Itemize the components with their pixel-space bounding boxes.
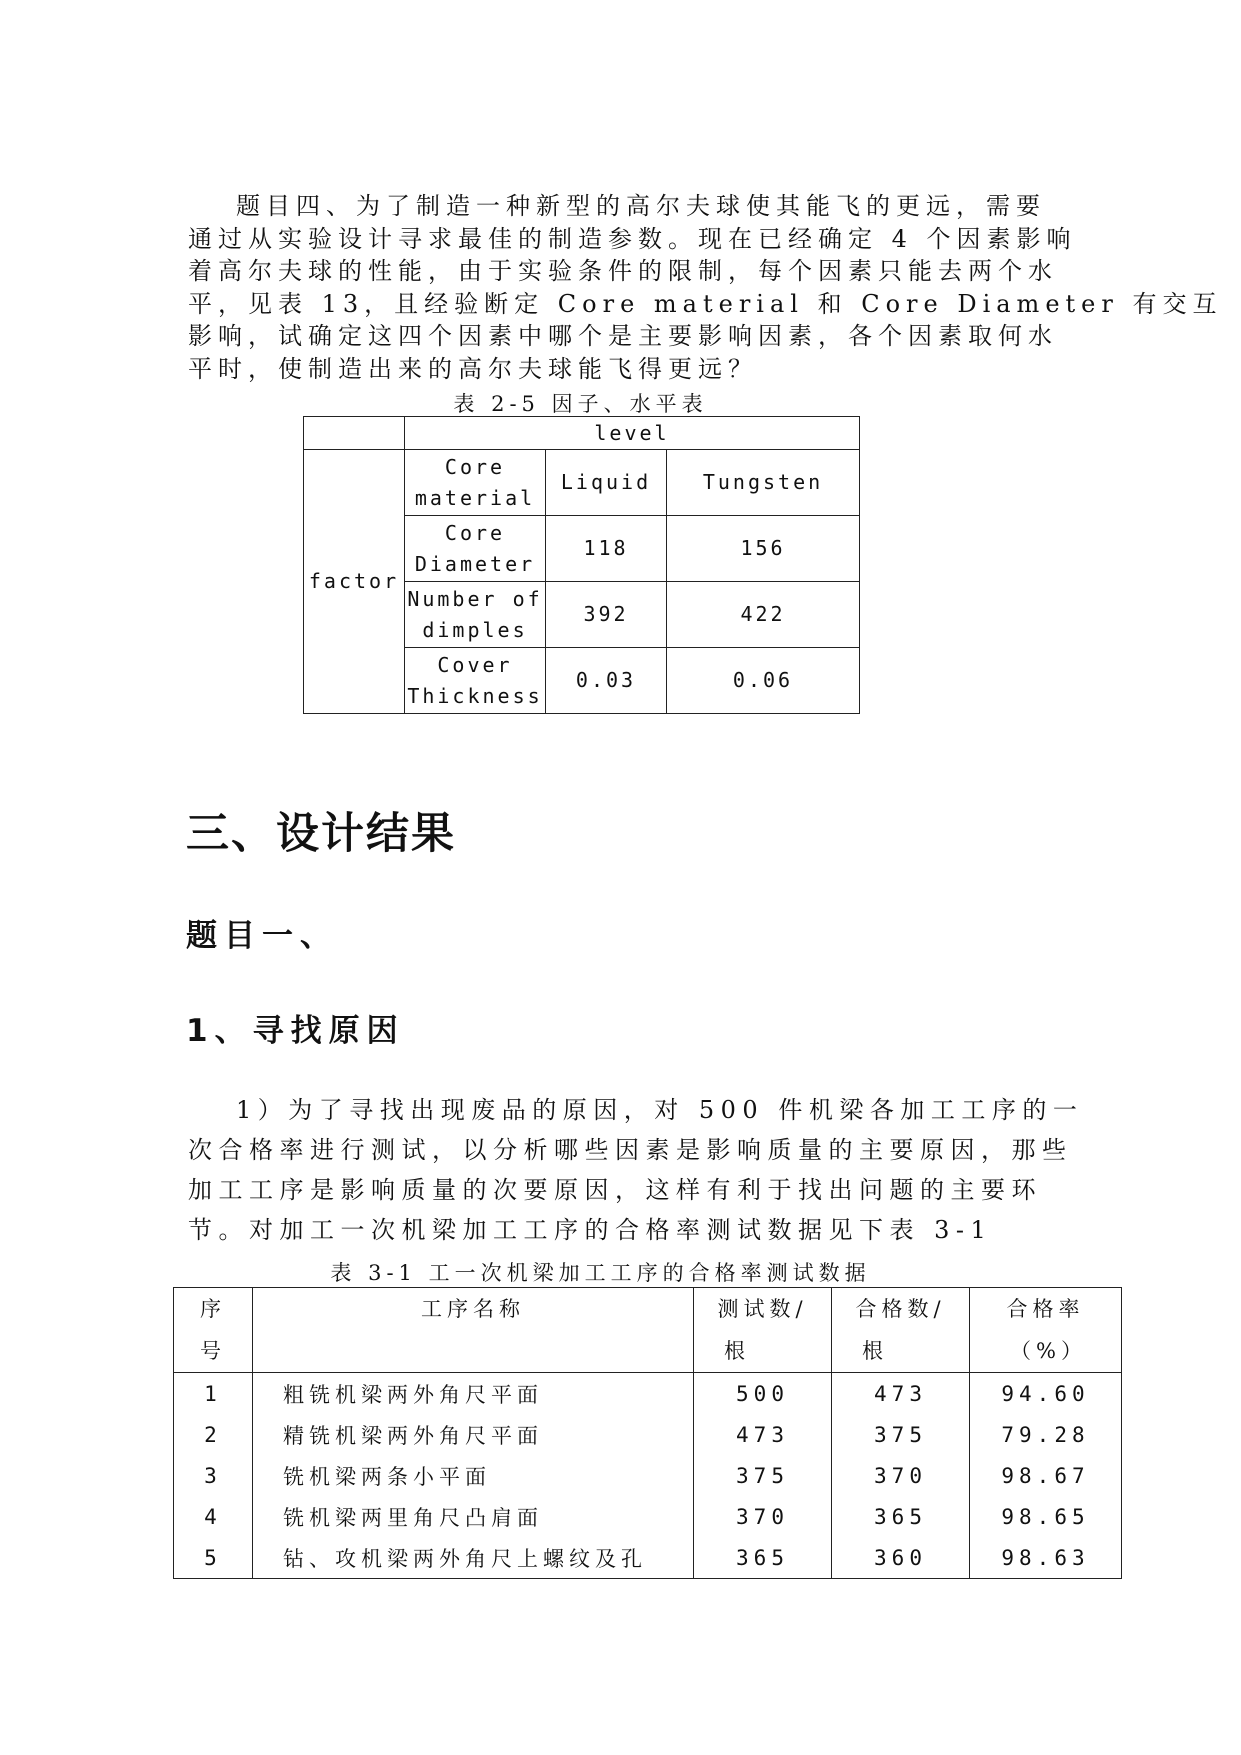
intro-line: 次合格率进行测试，以分析哪些因素是影响质量的主要原因，那些 — [188, 1136, 1073, 1164]
table1-empty-corner — [304, 417, 405, 450]
intro-line: 节。对加工一次机梁加工工序的合格率测试数据见下表 3-1 — [188, 1216, 993, 1244]
row-passed: 375 — [832, 1414, 970, 1455]
header-line: （%） — [1010, 1339, 1087, 1363]
header-line: 根 — [862, 1339, 888, 1363]
header-line: 号 — [200, 1339, 226, 1363]
row-no: 1 — [174, 1373, 253, 1415]
factor-level-table — [303, 416, 860, 714]
header-line: 根 — [724, 1339, 750, 1363]
header-line: 合格率 — [1006, 1297, 1085, 1321]
table1-factor-label: factor — [304, 450, 405, 714]
intro-paragraph — [188, 1090, 1084, 1250]
table1-level1-cell: 392 — [546, 582, 667, 648]
subsubsection-heading: 1、寻找原因 — [186, 1013, 405, 1049]
factor-name-line: Number of — [407, 586, 543, 611]
table1-level-header: level — [405, 417, 860, 450]
factor-name-line: Thickness — [407, 683, 543, 708]
row-tested: 473 — [694, 1414, 832, 1455]
table-row — [174, 1373, 1122, 1415]
intro-line: 1）为了寻找出现废品的原因，对 500 件机梁各加工工序的一 — [236, 1096, 1084, 1124]
row-process-name: 铣机梁两里角尺凸肩面 — [253, 1496, 694, 1537]
header-line: 合格数/ — [855, 1297, 946, 1321]
row-tested: 375 — [694, 1455, 832, 1496]
problem4-line: 题目四、为了制造一种新型的高尔夫球使其能飞的更远，需要 — [236, 192, 1046, 220]
factor-name-line: Cover — [437, 652, 513, 677]
table1-level1-cell: Liquid — [546, 450, 667, 516]
factor-name-line: dimples — [422, 617, 528, 642]
row-rate: 94.60 — [970, 1373, 1122, 1415]
row-passed: 473 — [832, 1373, 970, 1415]
table2-header-no — [174, 1288, 253, 1373]
row-rate: 98.65 — [970, 1496, 1122, 1537]
table1-caption: 表 2-5 因子、水平表 — [453, 392, 708, 416]
problem4-line: 平，见表 13，且经验断定 Core material 和 Core Diameter 有交互 — [188, 289, 1223, 318]
row-passed: 365 — [832, 1496, 970, 1537]
table-row — [174, 1455, 1122, 1496]
row-rate: 79.28 — [970, 1414, 1122, 1455]
table2-header-name: 工序名称 — [253, 1288, 694, 1373]
intro-line: 加工工序是影响质量的次要原因，这样有利于找出问题的主要环 — [188, 1176, 1042, 1204]
table2-caption: 表 3-1 工一次机梁加工工序的合格率测试数据 — [330, 1261, 871, 1285]
problem4-line: 通过从实验设计寻求最佳的制造参数。现在已经确定 4 个因素影响 — [188, 224, 1077, 253]
header-line: 序 — [200, 1297, 226, 1321]
problem4-line: 着高尔夫球的性能，由于实验条件的限制，每个因素只能去两个水 — [188, 257, 1058, 285]
table-row — [174, 1414, 1122, 1455]
row-tested: 500 — [694, 1373, 832, 1415]
table1-level2-cell: Tungsten — [667, 450, 860, 516]
factor-name-line: Core — [444, 454, 506, 479]
table1-level2-cell: 156 — [667, 516, 860, 582]
table2-header-passed — [832, 1288, 970, 1373]
row-no: 2 — [174, 1414, 253, 1455]
table1-level2-cell: 422 — [667, 582, 860, 648]
problem4-paragraph — [188, 190, 1223, 385]
table1-level1-cell: 0.03 — [546, 648, 667, 714]
row-tested: 365 — [694, 1537, 832, 1579]
row-no: 3 — [174, 1455, 253, 1496]
table-row — [174, 1537, 1122, 1579]
row-process-name: 精铣机梁两外角尺平面 — [253, 1414, 694, 1455]
table2-header-tested — [694, 1288, 832, 1373]
pass-rate-table — [173, 1287, 1122, 1579]
row-process-name: 粗铣机梁两外角尺平面 — [253, 1373, 694, 1415]
table-row — [174, 1496, 1122, 1537]
table1-level2-cell: 0.06 — [667, 648, 860, 714]
header-line: 测试数/ — [717, 1297, 808, 1321]
row-rate: 98.67 — [970, 1455, 1122, 1496]
row-process-name: 铣机梁两条小平面 — [253, 1455, 694, 1496]
section-heading: 三、设计结果 — [186, 809, 456, 859]
table1-factor-name — [405, 648, 546, 714]
table1-factor-name — [405, 516, 546, 582]
table1-level1-cell: 118 — [546, 516, 667, 582]
row-no: 4 — [174, 1496, 253, 1537]
table1-factor-name — [405, 450, 546, 516]
table1-factor-name — [405, 582, 546, 648]
factor-name-line: Core — [444, 520, 506, 545]
subsection-heading: 题目一、 — [186, 918, 338, 954]
problem4-line: 平时，使制造出来的高尔夫球能飞得更远？ — [188, 354, 758, 383]
row-passed: 360 — [832, 1537, 970, 1579]
problem4-line: 影响，试确定这四个因素中哪个是主要影响因素，各个因素取何水 — [188, 322, 1058, 350]
factor-name-line: Diameter — [414, 551, 536, 576]
row-tested: 370 — [694, 1496, 832, 1537]
row-rate: 98.63 — [970, 1537, 1122, 1579]
row-process-name: 钻、攻机梁两外角尺上螺纹及孔 — [253, 1537, 694, 1579]
row-passed: 370 — [832, 1455, 970, 1496]
row-no: 5 — [174, 1537, 253, 1579]
factor-name-line: material — [414, 485, 536, 510]
table2-header-rate — [970, 1288, 1122, 1373]
